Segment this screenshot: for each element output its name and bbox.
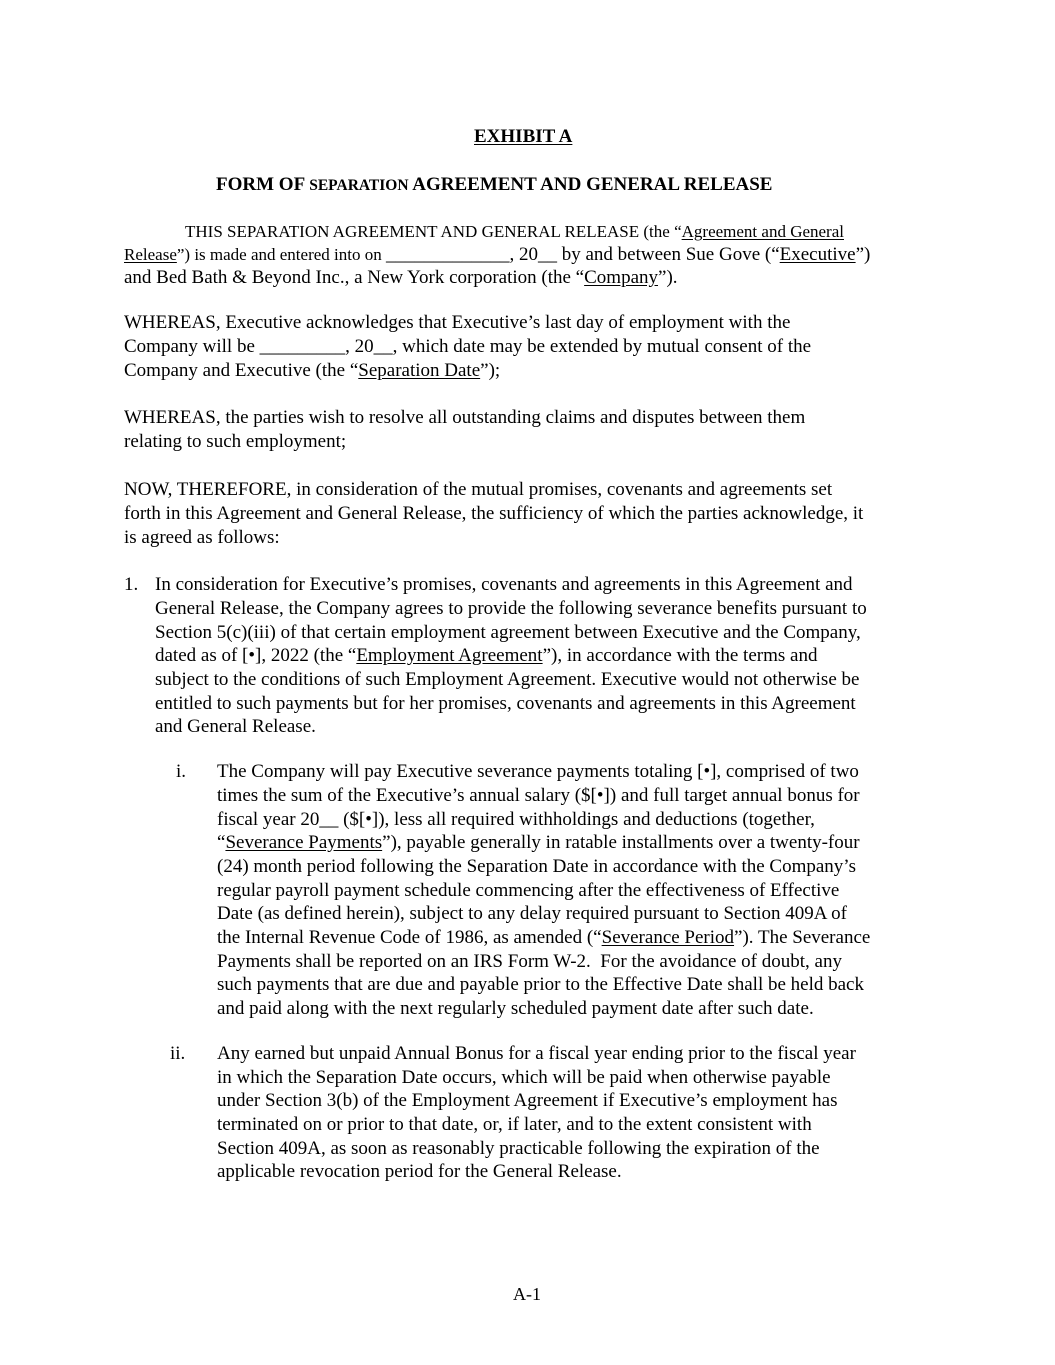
- sub-i-line-2: times the sum of the Executive’s annual salary ($[•]) and full target annual bonus for: [217, 785, 860, 806]
- sub-ii-line-5: Section 409A, as soon as reasonably practicable following the expiration of the: [217, 1138, 820, 1159]
- sub-ii-line-4: terminated on or prior to that date, or, if later, and to the extent consistent with: [217, 1114, 812, 1135]
- sub-i-line-3: fiscal year 20__ ($[•]), less all required withholdings and deductions (together,: [217, 809, 815, 830]
- sub-ii-line-1: Any earned but unpaid Annual Bonus for a fiscal year ending prior to the fiscal year: [217, 1043, 856, 1064]
- item1-line-5: subject to the conditions of such Employment Agreement. Executive would not otherwise be: [155, 669, 860, 690]
- whereas1-line-1: WHEREAS, Executive acknowledges that Executive’s last day of employment with the: [124, 312, 791, 333]
- sub-item-marker: ii.: [170, 1043, 186, 1064]
- text-run: the Internal Revenue Code of 1986, as amended (“: [217, 927, 602, 948]
- text-run: ”), payable generally in ratable installments over a twenty-four: [382, 832, 860, 853]
- agreement-heading: [216, 173, 772, 198]
- sub-ii-line-3: under Section 3(b) of the Employment Agreement if Executive’s employment has: [217, 1090, 838, 1111]
- intro-line-3: [124, 266, 678, 290]
- text-run: and Bed Bath & Beyond Inc., a New York corporation (the “: [124, 267, 585, 288]
- defined-term: Severance Period: [601, 927, 735, 948]
- defined-term: Company: [584, 267, 659, 288]
- now-therefore-line-2: forth in this Agreement and General Release, the sufficiency of which the parties acknowledge, it: [124, 503, 864, 524]
- defined-term: Severance Payments: [225, 832, 383, 853]
- sub-ii-line-2: in which the Separation Date occurs, which will be paid when otherwise payable: [217, 1067, 831, 1088]
- sub-i-line-9: Payments shall be reported on an IRS Form W-2. For the avoidance of doubt, any: [217, 951, 842, 972]
- item1-line-3: Section 5(c)(iii) of that certain employment agreement between Executive and the Company,: [155, 622, 861, 643]
- sub-i-line-5: (24) month period following the Separation Date in accordance with the Company’s: [217, 856, 856, 877]
- item1-line-4: [155, 644, 817, 668]
- sub-i-line-4: [217, 831, 860, 855]
- text-run: Company and Executive (the “: [124, 360, 359, 381]
- now-therefore-line-1: NOW, THEREFORE, in consideration of the mutual promises, covenants and agreements set: [124, 479, 833, 500]
- exhibit-title: EXHIBIT A: [474, 126, 573, 147]
- text-run: ”). The Severance: [734, 927, 871, 948]
- item1-line-6: entitled to such payments but for her promises, covenants and agreements in this Agreement: [155, 693, 856, 714]
- sub-ii-line-6: applicable revocation period for the General Release.: [217, 1161, 622, 1182]
- sub-i-line-10: such payments that are due and payable prior to the Effective Date shall be held back: [217, 974, 864, 995]
- text-run: _____________, 20__ by and between Sue Gove (“: [385, 244, 780, 265]
- page-number: A-1: [513, 1284, 541, 1304]
- whereas2-line-2: relating to such employment;: [124, 431, 347, 452]
- whereas1-line-2: Company will be _________, 20__, which date may be extended by mutual consent of the: [124, 336, 812, 357]
- intro-line-1: [185, 220, 844, 244]
- sub-item-marker: i.: [176, 761, 187, 782]
- intro-line-2: [124, 243, 870, 267]
- whereas2-line-1: WHEREAS, the parties wish to resolve all outstanding claims and disputes between them: [124, 407, 806, 428]
- defined-term: Release: [124, 245, 177, 264]
- text-run: ”): [855, 244, 871, 265]
- item1-line-2: General Release, the Company agrees to provide the following severance benefits pursuant to: [155, 598, 867, 619]
- item1-line-7: and General Release.: [155, 716, 316, 737]
- text-run: ”), in accordance with the terms and: [542, 645, 818, 666]
- sub-i-line-11: and paid along with the next regularly scheduled payment date after such date.: [217, 998, 814, 1019]
- heading-part: FORM OF: [216, 174, 310, 195]
- heading-part: SEPARATION: [309, 177, 409, 194]
- defined-term: Separation Date: [358, 360, 481, 381]
- text-run: dated as of [•], 2022 (the “: [155, 645, 357, 666]
- defined-term: Employment Agreement: [356, 645, 543, 666]
- text-run: ”);: [480, 360, 501, 381]
- defined-term: Agreement and General: [681, 222, 844, 241]
- sub-i-line-1: The Company will pay Executive severance payments totaling [•], comprised of two: [217, 761, 859, 782]
- now-therefore-line-3: is agreed as follows:: [124, 527, 280, 548]
- heading-part: AGREEMENT AND GENERAL RELEASE: [408, 174, 773, 195]
- item-number: 1.: [124, 574, 139, 595]
- sub-i-line-7: Date (as defined herein), subject to any delay required pursuant to Section 409A of: [217, 903, 847, 924]
- sub-i-line-6: regular payroll payment schedule commencing after the effectiveness of Effective: [217, 880, 840, 901]
- text-run: “: [217, 832, 226, 853]
- text-run: THIS SEPARATION AGREEMENT AND GENERAL RELEASE (the “: [185, 222, 682, 241]
- defined-term: Executive: [779, 244, 856, 265]
- item1-line-1: In consideration for Executive’s promises, covenants and agreements in this Agreement and: [155, 574, 853, 595]
- sub-i-line-8: [217, 926, 870, 950]
- whereas1-line-3: [124, 359, 500, 383]
- text-run: ”).: [658, 267, 678, 288]
- text-run: ”) is made and entered into on: [176, 245, 386, 264]
